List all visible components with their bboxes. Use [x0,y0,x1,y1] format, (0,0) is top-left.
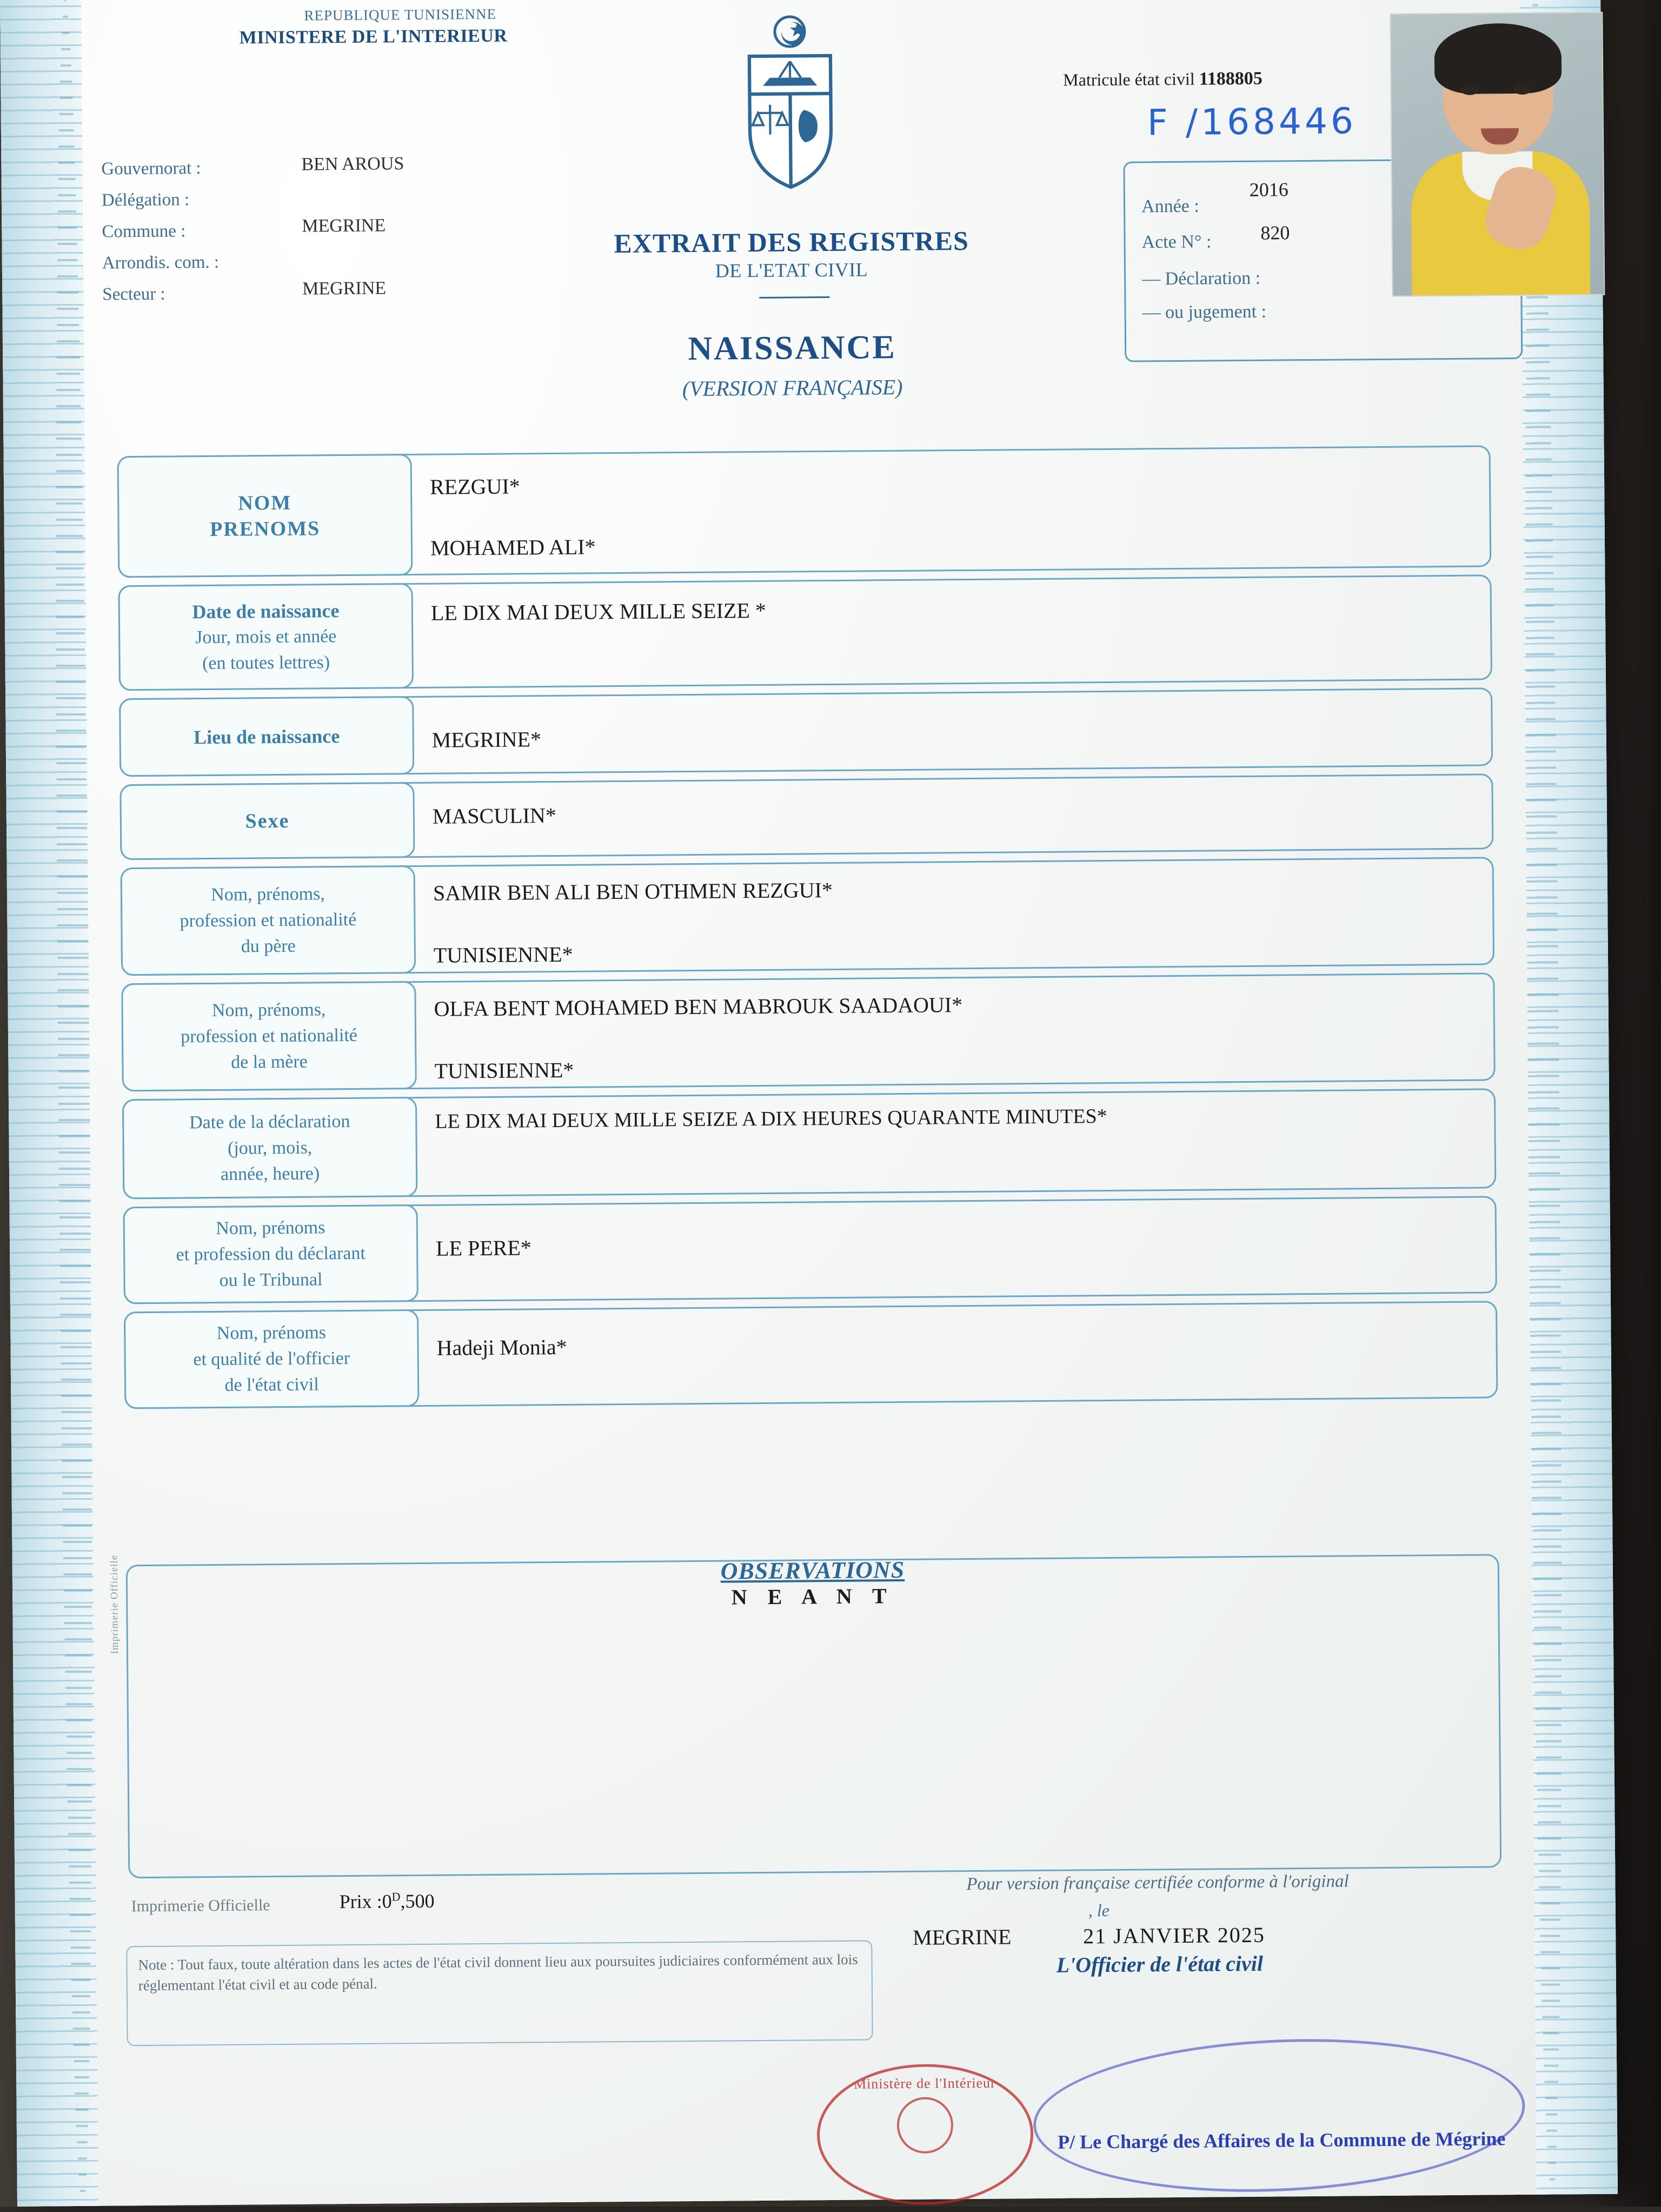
price-exponent: D [391,1890,401,1904]
field-label-declarant [123,1204,418,1304]
field-values-father [423,872,1494,968]
document-header [0,0,1604,433]
field-label-line: NOM [238,491,292,515]
field-label-line: année, heure) [220,1163,320,1184]
observations-box [126,1554,1501,1878]
acte-value: 820 [1260,222,1290,244]
field-value: REZGUI* [429,474,520,499]
field-label-line: et qualité de l'officier [193,1348,350,1370]
charge-affaires-line: P/ Le Chargé des Affaires de la Commune de Mégrine [1058,2128,1506,2153]
field-row-declaration-date [122,1088,1496,1199]
field-value: MEGRINE* [431,727,542,752]
admin-labels [101,153,220,310]
field-label-line: Sexe [245,809,290,833]
gouvernorat-value: BEN AROUS [301,154,404,175]
acte-label: Acte N° : [1141,231,1212,253]
delegation-label: Délégation : [101,190,190,210]
officer-signature-title: L'Officier de l'état civil [1056,1951,1264,1977]
field-label-line: ou le Tribunal [219,1269,323,1290]
field-value: LE DIX MAI DEUX MILLE SEIZE * [430,598,766,625]
field-row-sex [119,773,1493,860]
title-divider [759,296,829,299]
field-values-mother [424,988,1495,1084]
field-value: LE DIX MAI DEUX MILLE SEIZE A DIX HEURES QUARANTE MINUTES* [435,1104,1107,1133]
certificate-fields [117,445,1498,1416]
field-label-name [117,454,413,578]
record-type-title: NAISSANCE [688,329,897,368]
field-label-line: Nom, prénoms, [211,999,326,1021]
field-label-sex [119,782,415,860]
annee-label: Année : [1141,196,1199,217]
field-label-line: Nom, prénoms [216,1217,325,1239]
field-value: MOHAMED ALI* [430,534,596,560]
side-imprint-note: Imprimerie Officielle [108,1554,121,1654]
commune-value: MEGRINE [302,215,386,236]
field-label-line: profession et nationalité [180,909,357,931]
field-value: SAMIR BEN ALI BEN OTHMEN REZGUI* [433,877,833,905]
observations-value: N E A N T [731,1584,894,1610]
field-label-line: profession et nationalité [181,1025,358,1047]
declaration-label: — Déclaration : [1141,268,1261,289]
field-label-birthdate [118,583,414,691]
signature-place: MEGRINE [913,1924,1012,1950]
price-label [339,1890,434,1913]
date-prefix: , le [1088,1900,1110,1920]
field-label-line: de la mère [230,1051,308,1072]
identity-photo [1390,12,1605,297]
field-row-officer [124,1301,1498,1409]
field-label-birthplace [119,696,414,777]
price-prefix: Prix :0 [339,1890,392,1913]
document-title: EXTRAIT DES REGISTRES [614,225,969,259]
commune-label: Commune : [102,221,186,242]
price-decimals: ,500 [400,1890,435,1912]
field-row-birthdate [118,574,1492,691]
field-label-line: du père [241,936,296,957]
field-label-line: de l'état civil [224,1374,319,1395]
field-label-line: Lieu de naissance [194,725,340,748]
secteur-label: Secteur : [102,284,165,304]
observations-title-text: OBSERVATIONS [720,1556,905,1585]
field-value: LE PERE* [435,1235,531,1261]
field-label-line: Date de la déclaration [189,1111,350,1133]
arrondissement-label: Arrondis. com. : [102,252,220,273]
field-label-line: et profession du déclarant [176,1243,366,1265]
ministry-title: MINISTERE DE L'INTERIEUR [239,25,508,48]
field-label-line: PRENOMS [210,516,321,541]
language-version: (VERSION FRANÇAISE) [682,374,903,401]
conformity-statement: Pour version française certifiée conforme à l'original [966,1871,1349,1895]
jugement-label: — ou jugement : [1142,301,1267,323]
stamp-emblem [897,2097,954,2154]
annee-value: 2016 [1249,178,1288,201]
field-label-line: Jour, mois et année [195,626,337,647]
field-value: OLFA BENT MOHAMED BEN MABROUK SAADAOUI* [434,992,963,1021]
stamp-text: Ministère de l'Intérieur [853,2075,996,2092]
field-row-birthplace [119,687,1493,777]
signature-date: 21 JANVIER 2025 [1083,1922,1266,1949]
field-value: TUNISIENNE* [433,942,573,968]
field-value: MASCULIN* [432,803,556,829]
matricule-label: Matricule état civil [1063,69,1195,90]
field-label-officer [124,1309,419,1409]
field-values-name [420,466,1491,561]
field-value: Hadeji Monia* [436,1334,567,1360]
tunisia-emblem-icon [722,15,859,195]
field-row-declarant [123,1196,1497,1304]
matricule-value: 1188805 [1199,68,1263,89]
field-label-declaration-date [122,1097,417,1199]
republic-title: REPUBLIQUE TUNISIENNE [304,5,497,24]
field-label-line: Nom, prénoms, [211,884,325,905]
field-label-line: (jour, mois, [227,1137,313,1158]
serial-number: F /168446 [1147,100,1357,144]
field-value: TUNISIENNE* [434,1057,574,1083]
legal-note: Note : Tout faux, toute altération dans les actes de l'état civil donnent lieu aux poursuites judiciaires conformément aux lois réglementant l'état civil et au code pénal. [126,1940,873,2046]
field-row-father [121,857,1494,976]
gouvernorat-label: Gouvernorat : [101,158,201,179]
photo-hair [1434,23,1562,94]
imprimerie-label: Imprimerie Officielle [131,1896,270,1916]
matricule-line [1063,69,1263,91]
field-label-line: (en toutes lettres) [202,652,330,673]
secteur-value: MEGRINE [302,278,387,299]
field-label-mother [121,981,417,1091]
field-row-name [117,445,1492,578]
field-label-line: Date de naissance [192,599,340,622]
field-label-line: Nom, prénoms [216,1322,327,1343]
field-row-mother [121,972,1495,1091]
field-label-father [121,865,416,976]
document-subtitle: DE L'ETAT CIVIL [715,259,868,282]
